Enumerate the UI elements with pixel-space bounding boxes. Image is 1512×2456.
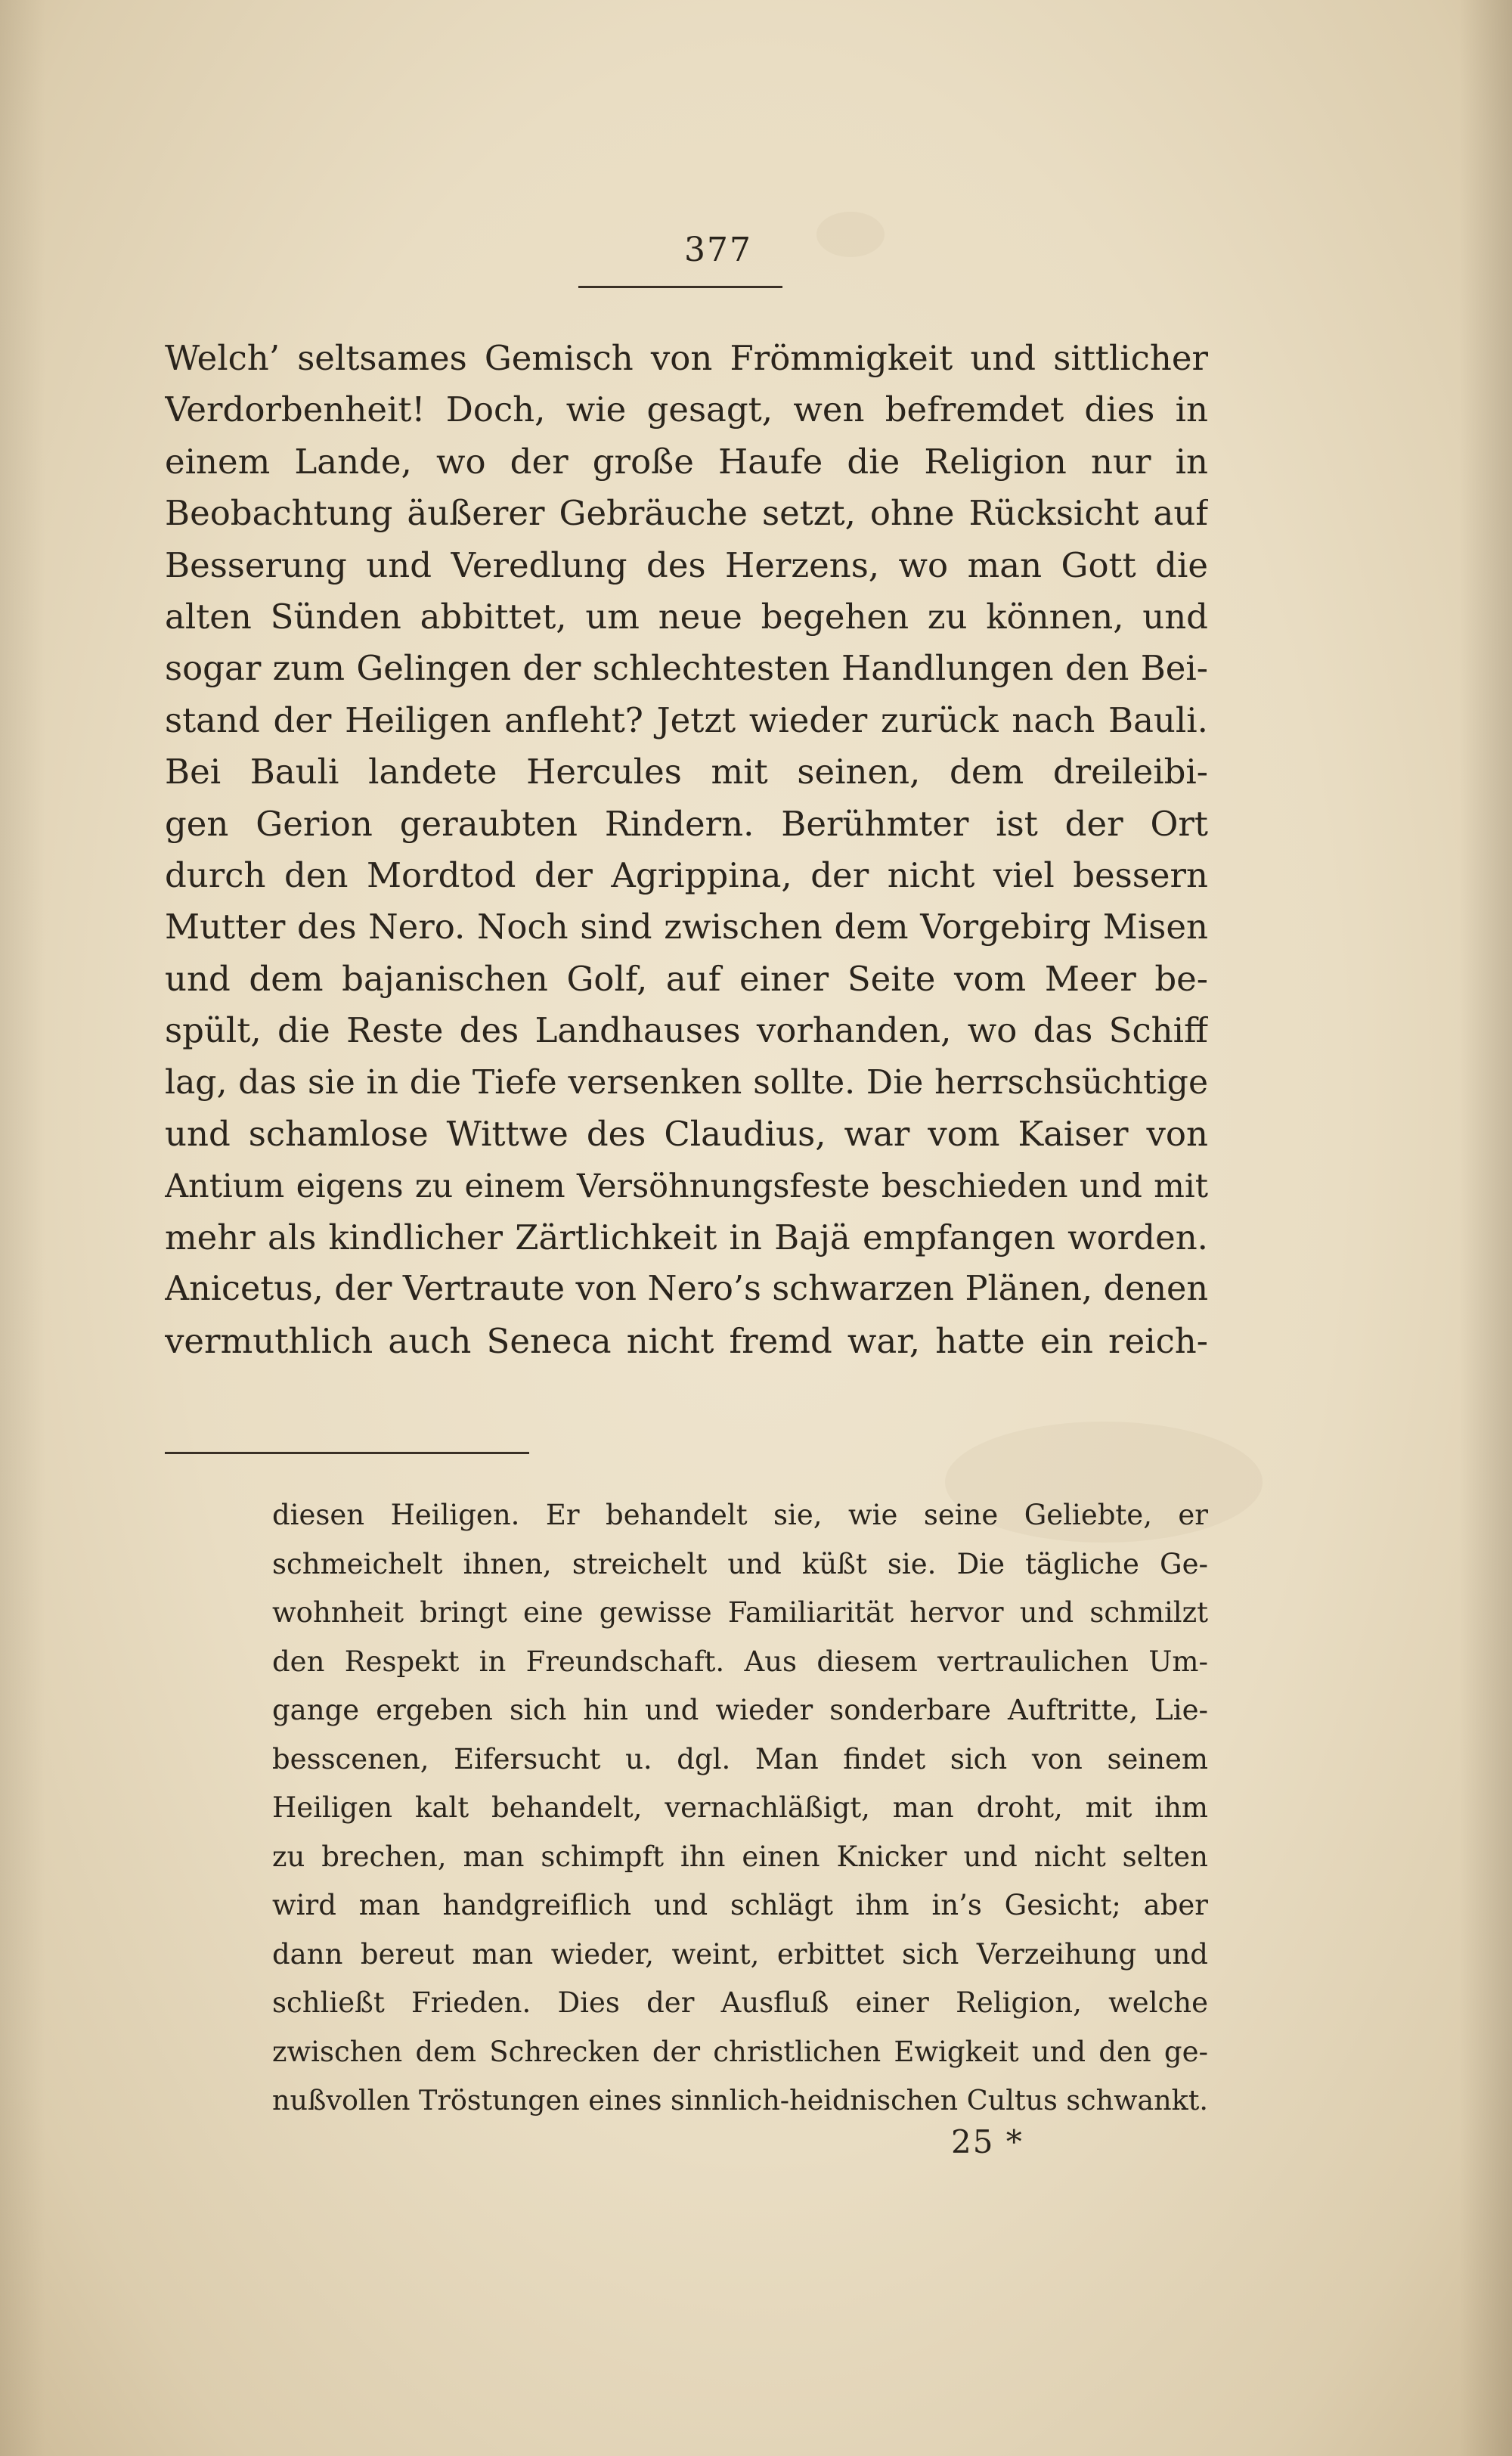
footnote-line: zu brechen, man schimpft ihn einen Knicker und nicht selten <box>272 1840 1208 1873</box>
main-text-line: lag, das sie in die Tiefe versenken sollte. Die herrschsüchtige <box>165 1062 1208 1102</box>
main-text-block <box>165 333 1208 1367</box>
footnote-line: den Respekt in Freundschaft. Aus diesem vertraulichen Um- <box>272 1645 1208 1678</box>
main-text-line: Besserung und Veredlung des Herzens, wo man Gott die <box>165 544 1208 585</box>
spine-shadow <box>1459 0 1512 2456</box>
footnote-line: wird man handgreiflich und schlägt ihm in’s Gesicht; aber <box>272 1889 1208 1921</box>
footnote-line: wohnheit bringt eine gewisse Familiarität hervor und schmilzt <box>272 1596 1208 1629</box>
main-text-line: Verdorbenheit! Doch, wie gesagt, wen befremdet dies in <box>165 389 1208 430</box>
main-text-line: Anicetus, der Vertraute von Nero’s schwarzen Plänen, denen <box>165 1270 1208 1309</box>
footnote-line: gange ergeben sich hin und wieder sonderbare Auftritte, Lie- <box>272 1694 1208 1726</box>
footnote-line: schmeichelt ihnen, streichelt und küßt sie. Die tägliche Ge- <box>272 1547 1208 1580</box>
main-text-line: stand der Heiligen anfleht? Jetzt wieder zurück nach Bauli. <box>165 699 1208 740</box>
footnote-rule <box>165 1452 529 1454</box>
signature-mark: 25 * <box>951 2123 1024 2160</box>
main-text-line: Bei Bauli landete Hercules mit seinen, dem dreileibi- <box>165 752 1208 792</box>
main-text-line: vermuthlich auch Seneca nicht fremd war, hatte ein reich- <box>165 1320 1208 1361</box>
footnote-line: nußvollen Tröstungen eines sinnlich-heidnischen Cultus schwankt. <box>272 2084 1208 2116</box>
header-rule <box>578 286 782 288</box>
main-text-line: mehr als kindlicher Zärtlichkeit in Bajä empfangen worden. <box>165 1217 1208 1257</box>
main-text-line: alten Sünden abbittet, um neue begehen zu können, und <box>165 597 1208 637</box>
main-text-line: gen Gerion geraubten Rindern. Berühmter ist der Ort <box>165 803 1208 844</box>
main-text-line: und schamlose Wittwe des Claudius, war vom Kaiser von <box>165 1114 1208 1155</box>
footnote-line: diesen Heiligen. Er behandelt sie, wie seine Geliebte, er <box>272 1499 1208 1531</box>
main-text-line: Mutter des Nero. Noch sind zwischen dem Vorgebirg Misen <box>165 907 1208 947</box>
footnote-line: Heiligen kalt behandelt, vernachläßigt, man droht, mit ihm <box>272 1791 1208 1824</box>
main-text-line: durch den Mordtod der Agrippina, der nicht viel bessern <box>165 855 1208 896</box>
footnote-line: besscenen, Eifersucht u. dgl. Man findet sich von seinem <box>272 1742 1208 1775</box>
footnote-block <box>272 1491 1208 2126</box>
footnote-line: dann bereut man wieder, weint, erbittet sich Verzeihung und <box>272 1937 1208 1971</box>
page-edge-shading <box>0 0 45 2456</box>
main-text-line: spült, die Reste des Landhauses vorhanden, wo das Schiff <box>165 1010 1208 1051</box>
main-text-line: einem Lande, wo der große Haufe die Religion nur in <box>165 441 1208 482</box>
footnote-line: schließt Frieden. Dies der Ausfluß einer Religion, welche <box>272 1986 1208 2019</box>
main-text-line: und dem bajanischen Golf, auf einer Seite vom Meer be- <box>165 958 1208 999</box>
main-text-line: sogar zum Gelingen der schlechtesten Handlungen den Bei- <box>165 648 1208 689</box>
page-number: 377 <box>684 231 752 269</box>
main-text-line: Antium eigens zu einem Versöhnungsfeste beschieden und mit <box>165 1167 1208 1205</box>
main-text-line: Welch’ seltsames Gemisch von Frömmigkeit und sittlicher <box>165 338 1208 378</box>
main-text-line: Beobachtung äußerer Gebräuche setzt, ohne Rücksicht auf <box>165 493 1208 534</box>
footnote-line: zwischen dem Schrecken der christlichen Ewigkeit und den ge- <box>272 2035 1208 2068</box>
